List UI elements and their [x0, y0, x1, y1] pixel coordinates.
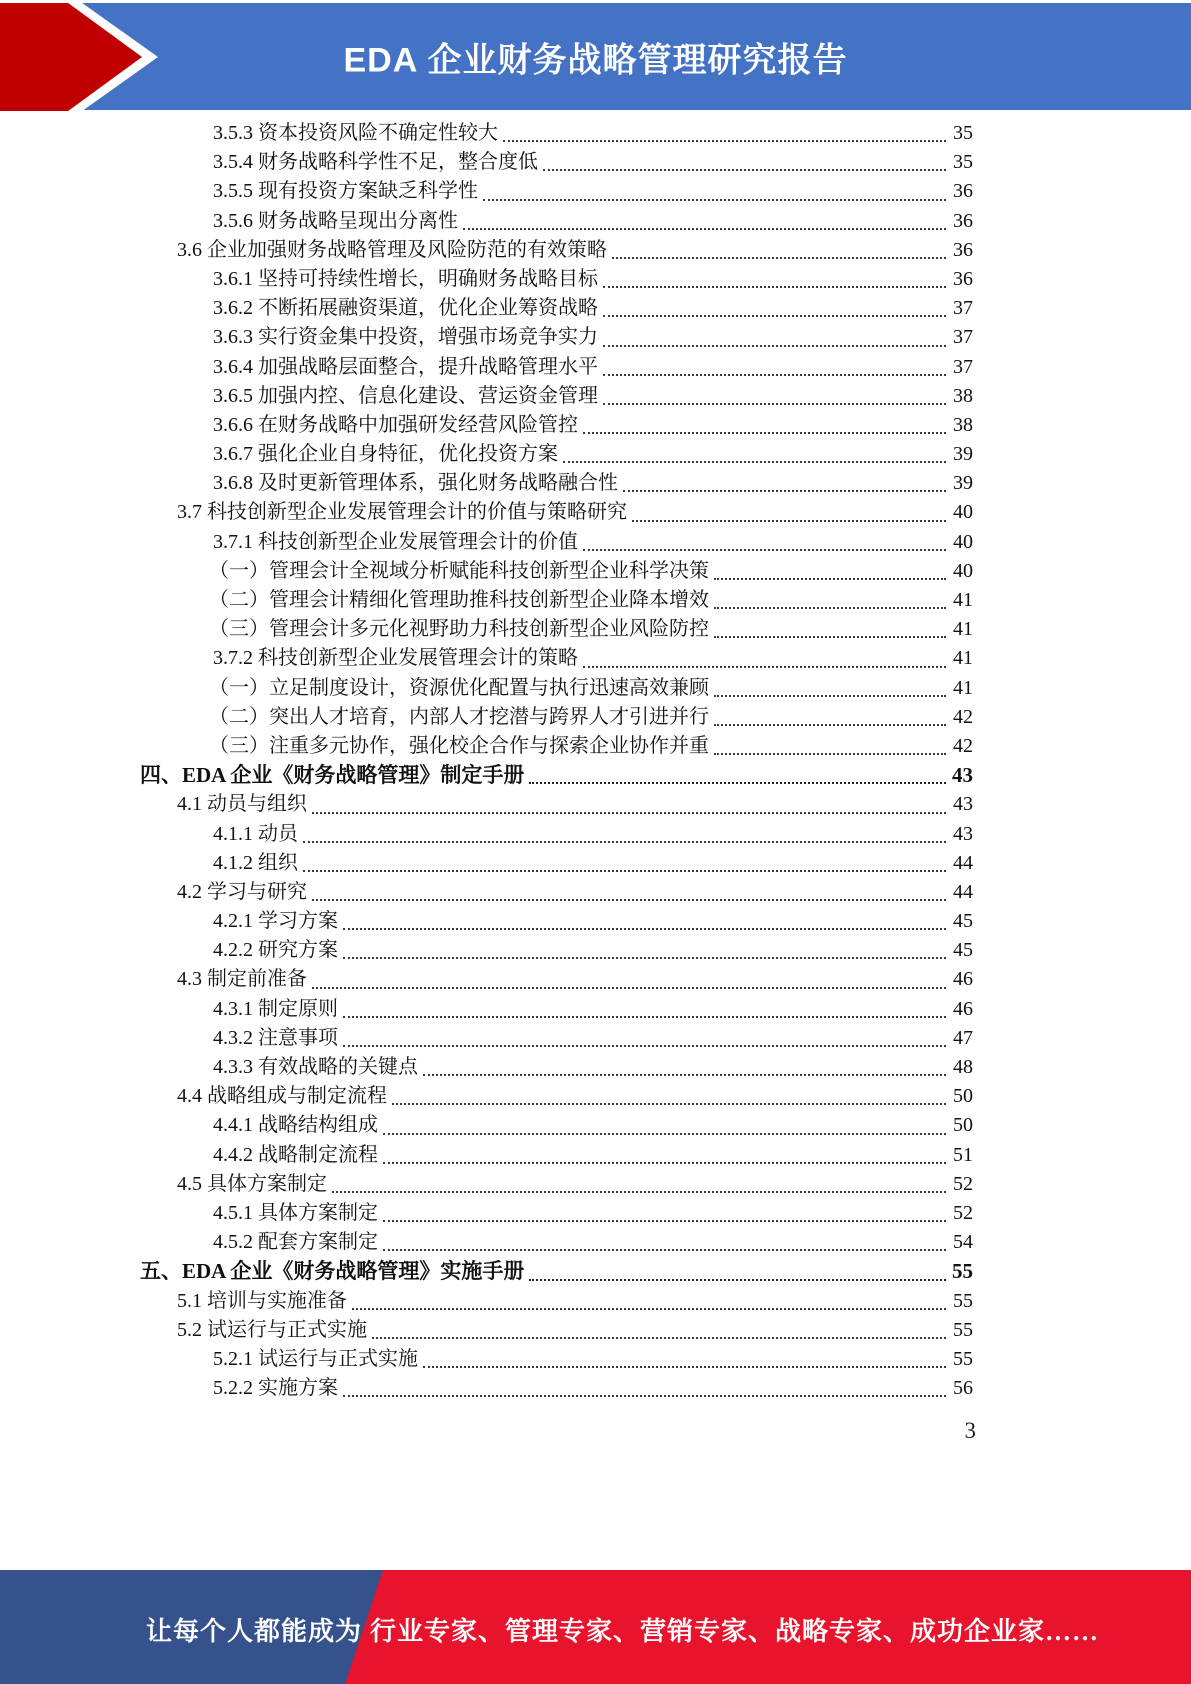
- toc-entry: [140, 177, 973, 206]
- toc-entry-label: 4.3.3 有效战略的关键点: [213, 1056, 418, 1078]
- toc-entry-label: （三）管理会计多元化视野助力科技创新型企业风险防控: [209, 618, 709, 641]
- toc-entry-label: 3.5.3 资本投资风险不确定性较大: [213, 122, 498, 144]
- toc-entry-page: 43: [953, 822, 973, 845]
- dotted-leader: [529, 1279, 946, 1281]
- toc-entry: [140, 323, 973, 352]
- toc-entry-page: 54: [953, 1231, 973, 1254]
- toc-entry: [140, 498, 973, 527]
- toc-entry-page: 36: [953, 267, 973, 290]
- toc-entry-page: 35: [953, 151, 973, 174]
- toc-entry-label: 3.6.4 加强战略层面整合，提升战略管理水平: [213, 355, 598, 378]
- toc-entry: [140, 644, 973, 673]
- toc-entry-page: 38: [953, 384, 973, 407]
- dotted-leader: [714, 695, 946, 697]
- toc-entry: [140, 732, 973, 761]
- toc-entry: [140, 1228, 973, 1257]
- toc-entry-page: 43: [953, 793, 973, 816]
- toc-entry-label: 4.4 战略组成与制定流程: [177, 1085, 387, 1108]
- header-banner: [0, 3, 1191, 110]
- toc-entry-page: 42: [953, 734, 973, 757]
- dotted-leader: [603, 315, 946, 317]
- toc-entry: [140, 965, 973, 994]
- dotted-leader: [343, 928, 946, 930]
- toc-entry-page: 46: [953, 968, 973, 991]
- toc-entry-page: 41: [953, 647, 973, 670]
- dotted-leader: [383, 1133, 946, 1135]
- toc-entry-page: 35: [953, 122, 973, 144]
- dotted-leader: [632, 520, 946, 522]
- toc-entry-label: 4.5 具体方案制定: [177, 1172, 327, 1195]
- toc-entry-label: 3.6.3 实行资金集中投资，增强市场竞争实力: [213, 326, 598, 349]
- toc-entry: [140, 1170, 973, 1199]
- dotted-leader: [714, 607, 946, 609]
- dotted-leader: [714, 636, 946, 638]
- toc-entry-label: 3.7.2 科技创新型企业发展管理会计的策略: [213, 647, 578, 670]
- toc-entry-label: 3.6.7 强化企业自身特征，优化投资方案: [213, 443, 558, 466]
- toc-entry: [140, 557, 973, 586]
- toc-entry-page: 36: [953, 180, 973, 203]
- toc-entry-page: 40: [953, 501, 973, 524]
- toc-entry: [140, 1024, 973, 1053]
- toc-entry: [140, 1111, 973, 1140]
- toc-entry-page: 42: [953, 705, 973, 728]
- toc-entry: [140, 440, 973, 469]
- toc-entry-label: 3.6.1 坚持可持续性增长，明确财务战略目标: [213, 267, 598, 290]
- dotted-leader: [714, 578, 946, 580]
- toc-entry-page: 45: [953, 910, 973, 933]
- toc-entry-label: 4.1.1 动员: [213, 822, 298, 845]
- dotted-leader: [332, 1191, 946, 1193]
- dotted-leader: [303, 870, 946, 872]
- toc-entry-page: 39: [953, 472, 973, 495]
- dotted-leader: [392, 1103, 946, 1105]
- toc-entry-label: 4.2.2 研究方案: [213, 939, 338, 962]
- toc-entry-label: （一）立足制度设计，资源优化配置与执行迅速高效兼顾: [209, 676, 709, 699]
- toc-entry: [140, 1082, 973, 1111]
- toc-entry: [140, 236, 973, 265]
- toc-entry-label: 4.2 学习与研究: [177, 880, 307, 903]
- toc-entry-label: 4.1.2 组织: [213, 851, 298, 874]
- toc-entry-page: 50: [953, 1114, 973, 1137]
- dotted-leader: [303, 841, 946, 843]
- toc-entry-label: 4.5.1 具体方案制定: [213, 1201, 378, 1224]
- toc-entry: [140, 674, 973, 703]
- toc-entry-label: （二）管理会计精细化管理助推科技创新型企业降本增效: [209, 589, 709, 611]
- toc-entry: [140, 878, 973, 907]
- toc-entry: [140, 936, 973, 965]
- toc-entry-page: 52: [953, 1201, 973, 1224]
- dotted-leader: [603, 403, 946, 405]
- footer-slogan-right: 行业专家、管理专家、营销专家、战略专家、成功企业家……: [370, 1617, 1100, 1646]
- toc-entry: [140, 382, 973, 411]
- toc-entry-page: 55: [953, 1347, 973, 1370]
- toc-entry: [140, 820, 973, 849]
- toc-entry-page: 52: [953, 1172, 973, 1195]
- toc-entry-label: 5.2.2 实施方案: [213, 1377, 338, 1400]
- toc-list: [140, 119, 973, 1403]
- toc-entry-label: （三）注重多元协作，强化校企合作与探索企业协作并重: [209, 734, 709, 757]
- toc-entry-label: 4.5.2 配套方案制定: [213, 1231, 378, 1254]
- dotted-leader: [383, 1220, 946, 1222]
- footer-banner: [0, 1570, 1191, 1684]
- toc-entry-page: 37: [953, 326, 973, 349]
- toc-entry-label: 4.1 动员与组织: [177, 793, 307, 816]
- toc-entry: [140, 1345, 973, 1374]
- toc-entry-page: 51: [953, 1143, 973, 1166]
- dotted-leader: [312, 812, 946, 814]
- toc-entry: [140, 761, 973, 790]
- toc-entry-page: 46: [953, 997, 973, 1020]
- toc-entry-label: 3.7 科技创新型企业发展管理会计的价值与策略研究: [177, 501, 627, 524]
- dotted-leader: [603, 374, 946, 376]
- dotted-leader: [383, 1162, 946, 1164]
- toc-entry-label: 3.6 企业加强财务战略管理及风险防范的有效策略: [177, 238, 607, 261]
- page-number: 3: [964, 1418, 976, 1443]
- toc-entry-label: 4.3.2 注意事项: [213, 1026, 338, 1049]
- toc-entry-page: 47: [953, 1026, 973, 1049]
- toc-entry: [140, 265, 973, 294]
- toc-entry-label: 4.2.1 学习方案: [213, 910, 338, 933]
- toc-entry-label: 3.5.5 现有投资方案缺乏科学性: [213, 180, 478, 203]
- toc-entry: [140, 1374, 973, 1403]
- toc-entry-label: 五、EDA 企业《财务战略管理》实施手册: [140, 1259, 525, 1284]
- dotted-leader: [529, 782, 946, 784]
- dotted-leader: [343, 1395, 946, 1397]
- toc-entry-page: 48: [953, 1056, 973, 1078]
- toc-entry-page: 41: [953, 618, 973, 641]
- toc-entry-label: 四、EDA 企业《财务战略管理》制定手册: [140, 763, 525, 788]
- dotted-leader: [463, 228, 946, 230]
- toc-entry-page: 40: [953, 530, 973, 553]
- toc-entry-page: 43: [952, 763, 973, 788]
- toc-entry-page: 37: [953, 355, 973, 378]
- dotted-leader: [352, 1308, 946, 1310]
- dotted-leader: [503, 140, 946, 142]
- toc-entry: [140, 207, 973, 236]
- dotted-leader: [714, 724, 946, 726]
- toc-entry: [140, 907, 973, 936]
- dotted-leader: [383, 1249, 946, 1251]
- toc-entry: [140, 1199, 973, 1228]
- dotted-leader: [312, 899, 946, 901]
- toc-entry-label: 5.2.1 试运行与正式实施: [213, 1347, 418, 1370]
- toc-entry-page: 36: [953, 238, 973, 261]
- toc-entry-page: 40: [953, 559, 973, 582]
- dotted-leader: [603, 286, 946, 288]
- toc-entry-page: 36: [953, 209, 973, 232]
- toc-entry-label: 4.3 制定前准备: [177, 968, 307, 991]
- dotted-leader: [563, 461, 946, 463]
- toc-entry-label: 3.5.6 财务战略呈现出分离性: [213, 209, 458, 232]
- dotted-leader: [423, 1366, 946, 1368]
- toc-entry: [140, 1053, 973, 1082]
- toc-entry: [140, 1316, 973, 1345]
- toc-entry-label: 3.6.6 在财务战略中加强研发经营风险管控: [213, 413, 578, 436]
- dotted-leader: [343, 1016, 946, 1018]
- toc-entry: [140, 849, 973, 878]
- toc-entry: [140, 790, 973, 819]
- toc-entry-page: 41: [953, 589, 973, 611]
- toc-entry-page: 44: [953, 880, 973, 903]
- dotted-leader: [543, 169, 946, 171]
- dotted-leader: [483, 199, 946, 201]
- dotted-leader: [714, 753, 946, 755]
- toc-entry: [140, 586, 973, 615]
- toc-entry-label: 4.4.2 战略制定流程: [213, 1143, 378, 1166]
- toc-entry-label: 3.6.5 加强内控、信息化建设、营运资金管理: [213, 384, 598, 407]
- toc-entry-page: 55: [953, 1289, 973, 1312]
- toc-entry-page: 56: [953, 1377, 973, 1400]
- toc-entry-label: 3.7.1 科技创新型企业发展管理会计的价值: [213, 530, 578, 553]
- dotted-leader: [343, 957, 946, 959]
- toc-entry: [140, 615, 973, 644]
- footer-slogan-left: 让每个人都能成为: [146, 1617, 363, 1646]
- dotted-leader: [343, 1045, 946, 1047]
- toc-entry-page: 44: [953, 851, 973, 874]
- report-title: EDA 企业财务战略管理研究报告: [343, 41, 848, 79]
- dotted-leader: [423, 1074, 946, 1076]
- toc-entry-label: （一）管理会计全视域分析赋能科技创新型企业科学决策: [209, 559, 709, 582]
- toc-entry: [140, 1287, 973, 1316]
- toc-entry: [140, 294, 973, 323]
- toc-entry: [140, 528, 973, 557]
- toc-entry: [140, 703, 973, 732]
- toc-entry-page: 38: [953, 413, 973, 436]
- toc-entry: [140, 469, 973, 498]
- toc-entry: [140, 148, 973, 177]
- toc-entry-page: 55: [952, 1259, 973, 1284]
- dotted-leader: [603, 345, 946, 347]
- toc-entry: [140, 995, 973, 1024]
- toc-entry: [140, 353, 973, 382]
- toc-entry-label: 5.1 培训与实施准备: [177, 1289, 347, 1312]
- dotted-leader: [312, 987, 946, 989]
- dotted-leader: [612, 257, 946, 259]
- dotted-leader: [583, 666, 946, 668]
- toc-entry-label: 3.6.8 及时更新管理体系，强化财务战略融合性: [213, 472, 618, 495]
- toc-entry-label: 3.6.2 不断拓展融资渠道，优化企业筹资战略: [213, 297, 598, 320]
- toc-entry-label: 4.4.1 战略结构组成: [213, 1114, 378, 1137]
- dotted-leader: [583, 549, 946, 551]
- toc-entry-page: 45: [953, 939, 973, 962]
- dotted-leader: [583, 432, 946, 434]
- toc-entry: [140, 119, 973, 148]
- toc-entry-page: 37: [953, 297, 973, 320]
- toc-entry: [140, 1257, 973, 1286]
- toc-entry-label: （二）突出人才培育，内部人才挖潜与跨界人才引进并行: [209, 705, 709, 728]
- toc-entry-label: 4.3.1 制定原则: [213, 997, 338, 1020]
- toc-entry-page: 55: [953, 1318, 973, 1341]
- dotted-leader: [623, 490, 946, 492]
- toc-entry: [140, 411, 973, 440]
- toc-entry: [140, 1141, 973, 1170]
- toc-entry-page: 41: [953, 676, 973, 699]
- toc-entry-label: 3.5.4 财务战略科学性不足，整合度低: [213, 151, 538, 174]
- toc-entry-label: 5.2 试运行与正式实施: [177, 1318, 367, 1341]
- dotted-leader: [372, 1337, 946, 1339]
- toc-entry-page: 50: [953, 1085, 973, 1108]
- toc-entry-page: 39: [953, 443, 973, 466]
